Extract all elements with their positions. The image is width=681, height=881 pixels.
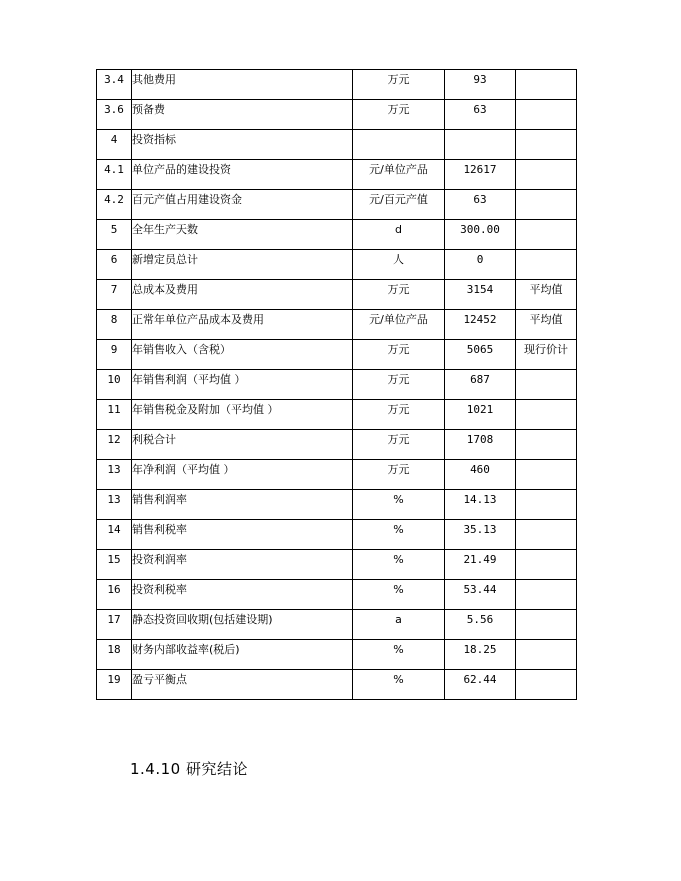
row-note: 平均值 [516, 310, 577, 340]
row-unit: 万元 [353, 430, 445, 460]
row-number: 13 [97, 460, 132, 490]
indicator-table [96, 69, 577, 700]
table-row [97, 340, 577, 370]
row-value: 1021 [445, 400, 516, 430]
row-unit: % [353, 640, 445, 670]
row-note [516, 250, 577, 280]
table-row [97, 430, 577, 460]
table-row [97, 190, 577, 220]
row-value: 12617 [445, 160, 516, 190]
row-unit: % [353, 490, 445, 520]
row-number: 4.2 [97, 190, 132, 220]
row-item-name: 百元产值占用建设资金 [132, 190, 353, 220]
row-number: 3.4 [97, 70, 132, 100]
row-value: 18.25 [445, 640, 516, 670]
table-row [97, 460, 577, 490]
row-note [516, 610, 577, 640]
row-note [516, 130, 577, 160]
row-unit: d [353, 220, 445, 250]
row-value: 21.49 [445, 550, 516, 580]
row-unit: 万元 [353, 400, 445, 430]
row-number: 10 [97, 370, 132, 400]
table-row [97, 670, 577, 700]
row-unit: 元/单位产品 [353, 160, 445, 190]
row-item-name: 年销售税金及附加（平均值 ） [132, 400, 353, 430]
row-note [516, 70, 577, 100]
row-item-name: 利税合计 [132, 430, 353, 460]
row-number: 4.1 [97, 160, 132, 190]
row-value: 53.44 [445, 580, 516, 610]
table-row [97, 130, 577, 160]
row-number: 4 [97, 130, 132, 160]
row-value: 63 [445, 190, 516, 220]
table-row [97, 610, 577, 640]
row-number: 12 [97, 430, 132, 460]
row-item-name: 投资利税率 [132, 580, 353, 610]
row-number: 17 [97, 610, 132, 640]
table-row [97, 70, 577, 100]
row-number: 9 [97, 340, 132, 370]
table-row [97, 100, 577, 130]
row-number: 16 [97, 580, 132, 610]
row-value: 93 [445, 70, 516, 100]
row-item-name: 单位产品的建设投资 [132, 160, 353, 190]
row-number: 3.6 [97, 100, 132, 130]
row-number: 7 [97, 280, 132, 310]
row-note [516, 160, 577, 190]
table-row [97, 580, 577, 610]
row-unit: 人 [353, 250, 445, 280]
row-value: 5065 [445, 340, 516, 370]
row-item-name: 盈亏平衡点 [132, 670, 353, 700]
row-value: 1708 [445, 430, 516, 460]
row-item-name: 全年生产天数 [132, 220, 353, 250]
table-row [97, 520, 577, 550]
row-value: 0 [445, 250, 516, 280]
row-note [516, 430, 577, 460]
table-row [97, 310, 577, 340]
row-unit: % [353, 520, 445, 550]
row-item-name: 总成本及费用 [132, 280, 353, 310]
row-number: 14 [97, 520, 132, 550]
row-value: 5.56 [445, 610, 516, 640]
row-note [516, 460, 577, 490]
row-unit: 万元 [353, 280, 445, 310]
table-row [97, 400, 577, 430]
row-item-name: 销售利税率 [132, 520, 353, 550]
row-unit: 万元 [353, 70, 445, 100]
row-unit: 万元 [353, 460, 445, 490]
row-unit: a [353, 610, 445, 640]
row-item-name: 年净利润（平均值 ） [132, 460, 353, 490]
row-note [516, 220, 577, 250]
row-note [516, 400, 577, 430]
row-note [516, 520, 577, 550]
row-number: 13 [97, 490, 132, 520]
row-number: 15 [97, 550, 132, 580]
indicator-table-body [97, 70, 577, 700]
row-number: 11 [97, 400, 132, 430]
row-unit: % [353, 670, 445, 700]
table-row [97, 220, 577, 250]
row-number: 19 [97, 670, 132, 700]
row-note [516, 580, 577, 610]
row-value: 14.13 [445, 490, 516, 520]
row-item-name: 静态投资回收期(包括建设期) [132, 610, 353, 640]
row-number: 5 [97, 220, 132, 250]
row-note [516, 100, 577, 130]
row-unit: 万元 [353, 340, 445, 370]
row-item-name: 年销售利润（平均值 ） [132, 370, 353, 400]
row-unit: % [353, 550, 445, 580]
table-row [97, 250, 577, 280]
row-unit: 元/百元产值 [353, 190, 445, 220]
row-number: 8 [97, 310, 132, 340]
row-item-name: 其他费用 [132, 70, 353, 100]
row-item-name: 新增定员总计 [132, 250, 353, 280]
row-value: 3154 [445, 280, 516, 310]
row-value: 35.13 [445, 520, 516, 550]
row-item-name: 销售利润率 [132, 490, 353, 520]
table-row [97, 280, 577, 310]
row-note [516, 490, 577, 520]
row-note [516, 190, 577, 220]
row-note [516, 550, 577, 580]
row-unit [353, 130, 445, 160]
row-unit: 元/单位产品 [353, 310, 445, 340]
row-note [516, 370, 577, 400]
row-item-name: 投资指标 [132, 130, 353, 160]
row-note [516, 640, 577, 670]
row-unit: 万元 [353, 100, 445, 130]
row-value [445, 130, 516, 160]
row-item-name: 预备费 [132, 100, 353, 130]
row-note [516, 670, 577, 700]
table-row [97, 160, 577, 190]
row-value: 687 [445, 370, 516, 400]
row-unit: 万元 [353, 370, 445, 400]
row-value: 12452 [445, 310, 516, 340]
row-number: 18 [97, 640, 132, 670]
row-item-name: 年销售收入（含税） [132, 340, 353, 370]
row-value: 300.00 [445, 220, 516, 250]
table-row [97, 640, 577, 670]
row-value: 460 [445, 460, 516, 490]
row-unit: % [353, 580, 445, 610]
section-title: 1.4.10 研究结论 [130, 760, 248, 778]
row-item-name: 财务内部收益率(税后) [132, 640, 353, 670]
row-note: 平均值 [516, 280, 577, 310]
row-note: 现行价计 [516, 340, 577, 370]
table-row [97, 490, 577, 520]
row-value: 62.44 [445, 670, 516, 700]
row-number: 6 [97, 250, 132, 280]
row-value: 63 [445, 100, 516, 130]
table-row [97, 370, 577, 400]
row-item-name: 投资利润率 [132, 550, 353, 580]
table-row [97, 550, 577, 580]
row-item-name: 正常年单位产品成本及费用 [132, 310, 353, 340]
